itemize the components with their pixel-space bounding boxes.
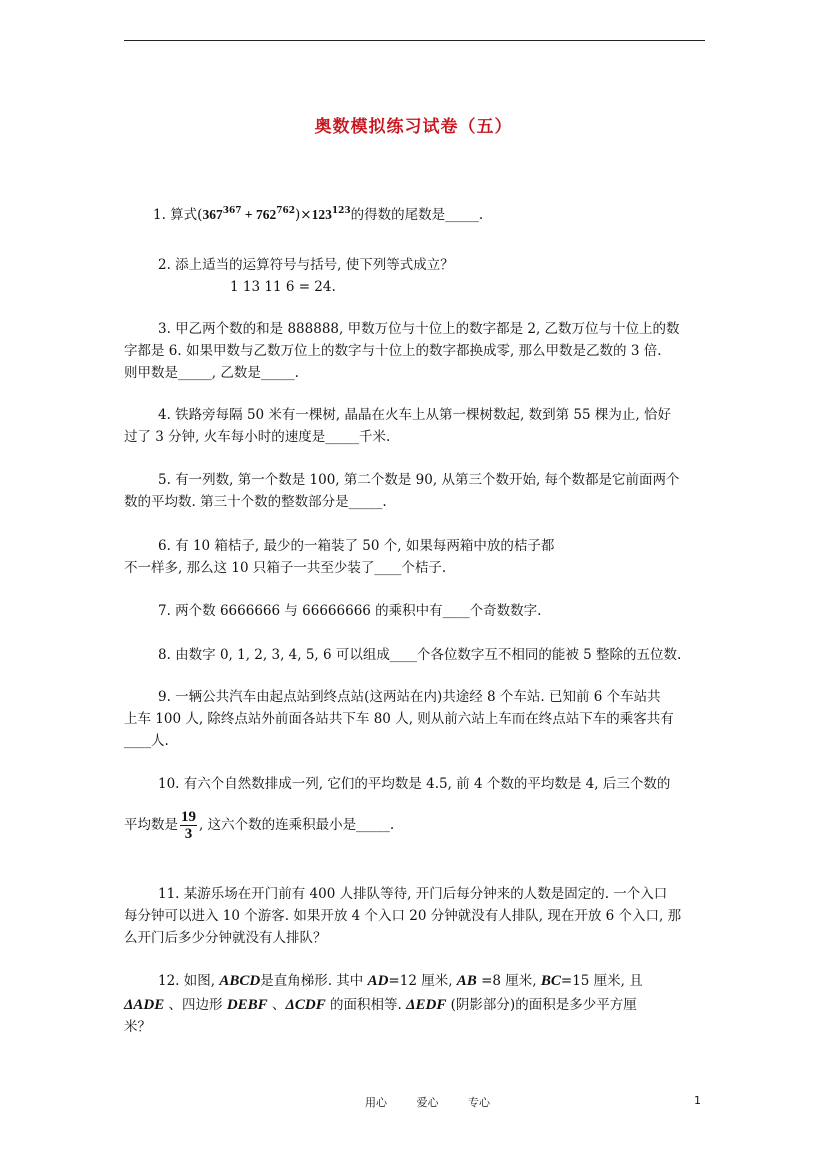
question-7: 7. 两个数 6666666 与 66666666 的乘积中有____个奇数数字. (158, 603, 542, 619)
question-1: 1. 算式$(367^{367} + 762^{762})\times 123^{123}$的得数的尾数是_____. (153, 206, 484, 223)
question-3-line-1: 3. 甲乙两个数的和是 888888, 甲数万位与十位上的数字都是 2, 乙数万位与十位上的数 (158, 321, 680, 337)
page-title: 奥数模拟练习试卷（五） (314, 117, 513, 137)
question-12-line-3: 米？ (124, 1019, 151, 1035)
question-6-line-1: 6. 有 10 箱桔子, 最少的一箱装了 50 个, 如果每两箱中放的桔子都 (158, 538, 555, 554)
question-2-line-2: 1 13 11 6 = 24. (230, 279, 336, 295)
header-rule (124, 40, 705, 41)
footer-motto: 用心 爱心 专心 (365, 1096, 490, 1109)
question-11-line-2: 每分钟可以进入 10 个游客. 如果开放 4 个入口 20 分钟就没有人排队, 现在开放 6 个入口, 那 (124, 908, 682, 924)
question-4-line-2: 过了 3 分钟, 火车每小时的速度是_____千米. (124, 429, 391, 445)
question-5-line-2: 数的平均数. 第三十个数的整数部分是_____. (124, 494, 387, 510)
question-9-line-3: ____人. (124, 733, 169, 749)
question-12-line-1: 12. 如图, ABCD是直角梯形. 其中 AD=12 厘米, AB =8 厘米, BC=15 厘米, 且 (158, 973, 643, 989)
question-11-line-3: 么开门后多少分钟就没有人排队？ (124, 930, 327, 946)
question-4-line-1: 4. 铁路旁每隔 50 米有一棵树, 晶晶在火车上从第一棵树数起, 数到第 55 棵为止, 恰好 (158, 407, 671, 423)
question-3-line-3: 则甲数是_____, 乙数是_____. (124, 365, 299, 381)
question-11-line-1: 11. 某游乐场在开门前有 400 人排队等待, 开门后每分钟来的人数是固定的. 一个入口 (158, 886, 668, 902)
question-9-line-2: 上车 100 人, 除终点站外前面各站共下车 80 人, 则从前六站上车而在终点站下车的乘客共有 (124, 711, 674, 727)
question-3-line-2: 字都是 6. 如果甲数与乙数万位上的数字与十位上的数字都换成零, 那么甲数是乙数的 3 倍. (124, 343, 662, 359)
question-6-line-2: 不一样多, 那么这 10 只箱子一共至少装了____个桔子. (124, 560, 447, 576)
question-2-line-1: 2. 添上适当的运算符号与括号, 使下列等式成立？ (158, 257, 454, 273)
question-10-line-1: 10. 有六个自然数排成一列, 它们的平均数是 4.5, 前 4 个数的平均数是 4, 后三个数的 (158, 776, 671, 792)
question-8: 8. 由数字 0, 1, 2, 3, 4, 5, 6 可以组成____个各位数字互不相同的能被 5 整除的五位数. (158, 647, 682, 663)
page-number: 1 (694, 1094, 701, 1107)
fraction-19-over-3: $\frac{19}{3}$ (181, 809, 196, 842)
question-10-line-2: 平均数是 $\frac{19}{3}$ , 这六个数的连乘积最小是_____. (124, 809, 395, 842)
question-9-line-1: 9. 一辆公共汽车由起点站到终点站(这两站在内)共途经 8 个车站. 已知前 6 个车站共 (158, 689, 661, 705)
question-5-line-1: 5. 有一列数, 第一个数是 100, 第二个数是 90, 从第三个数开始, 每个数都是它前面两个 (158, 472, 680, 488)
question-12-line-2: ΔADE 、四边形 DEBF 、ΔCDF 的面积相等. ΔEDF (阴影部分)的面积是多少平方厘 (124, 997, 637, 1013)
